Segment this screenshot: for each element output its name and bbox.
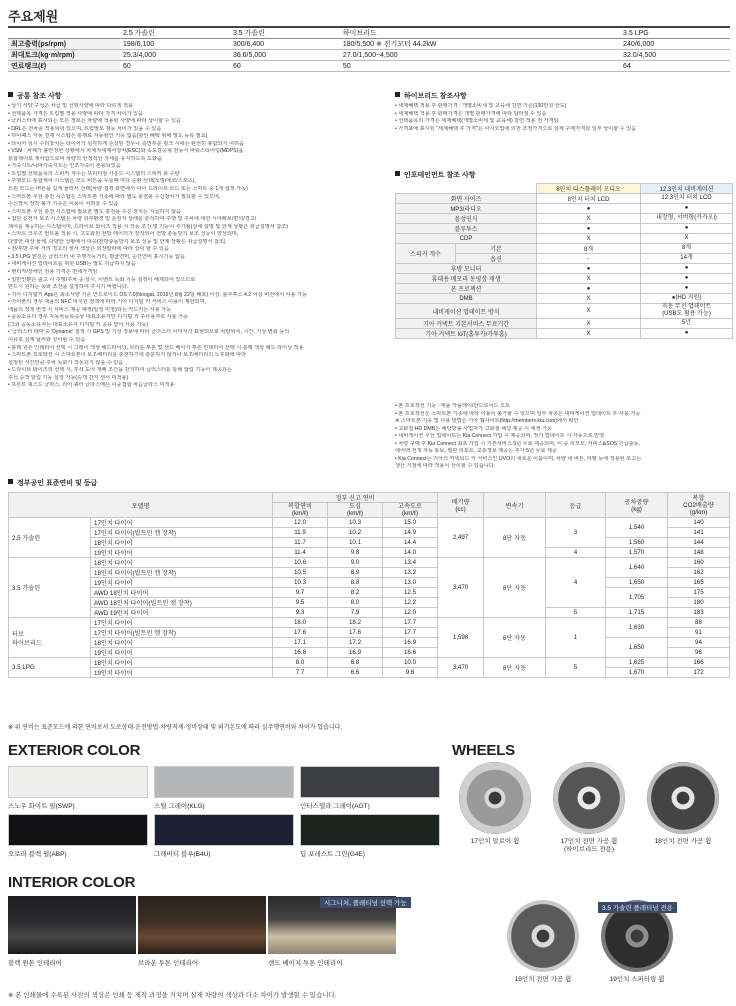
fuel-co2: 96 [668, 648, 730, 658]
fuel-trans: 8단 자동 [484, 558, 546, 618]
fuel-city: 8.0 [328, 598, 383, 608]
fuel-grade: 4 [546, 558, 606, 608]
wheel-image [507, 900, 579, 972]
fuel-highway: 14.9 [383, 528, 438, 538]
infotainment-row-label: 내비게이션 업데이트 방식 [396, 304, 537, 319]
infotainment-cell: 8개 [537, 244, 641, 254]
infotainment-sub-label: 기본 [456, 244, 537, 254]
infotainment-cell: 내장형, 서버형(카카오i) [641, 214, 733, 224]
infotainment-cell: X [537, 319, 641, 329]
fuel-weight: 1,705 [606, 588, 668, 608]
note-line: • 주행모드 통합제어 시스템은 모드 버튼을 누를때 마다 순환 선택(노멀/에코/스포츠), [8, 178, 196, 185]
fuel-city: 10.1 [328, 538, 383, 548]
note-line: (그외 공동소유자는 대표소유자 디지털 키 공유 받아 사용 가능) [8, 321, 149, 328]
fuel-weight: 1,650 [606, 578, 668, 588]
fuel-combined: 12.0 [273, 518, 328, 528]
note-line: • 선택품목 가격은 트림별 적용 사양에 따라 가격 차이가 있음 [8, 110, 144, 117]
fuel-model-name: 터보 하이브리드 [9, 618, 91, 658]
color-name: 스노우 화이트 펄(SWP) [8, 803, 75, 810]
infotainment-cell: X [537, 329, 641, 339]
fuel-highway: 13.0 [383, 578, 438, 588]
fuel-tire: 18인치 타이어 [91, 638, 273, 648]
fuel-tire: AWD 19인치 타이어 [91, 608, 273, 618]
fuel-tire: 18인치 타이어 [91, 558, 273, 568]
note-line: • 일반인뿐은 출고 시 주행/주차 중 상시, 이벤트 녹화 기능 설정이 해제되어 있으므로 [8, 276, 196, 283]
infotainment-cell: ● [641, 224, 733, 234]
spec-header-empty [8, 27, 120, 39]
fuel-combined: 17.6 [273, 628, 328, 638]
hybrid-notes-title: 하이브리드 참조사항 [395, 91, 467, 101]
infotainment-row-label: 휴대용 메모리 동영상 재생 [396, 274, 537, 284]
wheel-name: 17인치 알로이 휠 [470, 838, 520, 845]
color-name: 스틸 그레이(KLG) [154, 803, 205, 810]
note-line: • 프론트 픽스드 글라스, 리어 쿼터 글라스에는 이중접합 차음글라스 미적용 [8, 382, 175, 389]
fuel-city: 9.8 [328, 548, 383, 558]
fuel-highway: 14.0 [383, 548, 438, 558]
fuel-highway: 12.0 [383, 608, 438, 618]
infotainment-cell: ● [537, 264, 641, 274]
fuel-tire: AWD 18인치 타이어(빌트인 캠 장착) [91, 598, 273, 608]
fuel-header-trans: 변속기 [484, 493, 546, 518]
note-line: • 상기 사양 구성은 차급 및 선택사양에 따라 다르게 적용 [8, 103, 134, 109]
common-notes-title: 공통 참조 사항 [8, 91, 61, 101]
fuel-weight: 1,560 [606, 538, 668, 548]
fuel-tire: 19인치 타이어 [91, 548, 273, 558]
fuel-co2: 160 [668, 558, 730, 568]
fuel-co2: 162 [668, 568, 730, 578]
fuel-combined: 11.9 [273, 528, 328, 538]
fuel-highway: 15.0 [383, 518, 438, 528]
infotainment-cell: 8개 [641, 244, 733, 254]
fuel-header-weight: 공차중량 (kg) [606, 493, 668, 518]
note-line: • 폰 프로젝션 기능 : 애플 카플레이/안드로이드 오토 [395, 403, 511, 409]
note-line: 반드시 원하는 녹화 조건을 설정하여 주시기 바랍니다. [8, 284, 129, 291]
fuel-tire: 18인치 타이어(빌트인 캠 장착) [91, 568, 273, 578]
fuel-header-city: 도심 (km/ℓ) [328, 503, 383, 518]
note-line: • 가격표에 표시된 "세제혜택 후 가격"은 사시오업에 의한 조정가격으로 실제 구매가격과 일부 상이할 수 있음 [395, 125, 637, 132]
note-line: 통합제어로 제어함으로써 차량의 안정적인 자세를 유지하도록 도와줌 [8, 155, 162, 162]
note-line: • 공동소유의 경우 자동차등록증상 대표소유자만 디지털 키 주사용자로 사용 가능 [8, 314, 189, 321]
infotainment-cell: - [537, 254, 641, 264]
interior-name: 브라운 투톤 인테리어 [138, 960, 199, 967]
fuel-grade: 1 [546, 618, 606, 658]
spec-cell: 64 [620, 61, 730, 72]
fuel-highway: 13.2 [383, 568, 438, 578]
fuel-header-highway: 고속도로 (km/ℓ) [383, 503, 438, 518]
wheel-image [647, 762, 719, 834]
fuel-city: 6.8 [328, 658, 383, 668]
note-line: • 블랙 원톤 인테리어 선택 시 그레이 색상 헤드라이닝, 브라운 투톤 및 샌드 베이지 투톤 인테리어 선택 시 블랙 색상 헤드 라이닝 적용 [8, 344, 304, 351]
wheel-name: 19인치 전면 가공 휠 [514, 976, 572, 983]
note-line: • Kia Connect는 기아의 커넥티드 카 서비스인 UVO의 새로운 이름이며, 차량 내 버튼, 라벨 등에 적용된 로고는 [395, 455, 642, 462]
note-line: • 가죽시트/나파가죽시트는 인조가죽이 혼용되었음 [8, 163, 121, 170]
note-line: • VSM : 차체가 불안정한 상황에서 차체자세제어장치(ESC)와 속도감응형 전동식 파워스티어링(MDPS)을 [8, 148, 244, 155]
interior-name: 샌드 베이지 투톤 인테리어 [268, 960, 343, 967]
fuel-tire: 18인치 타이어 [91, 538, 273, 548]
color-name: 오로라 블랙 펄(ABP) [8, 851, 67, 858]
fuel-title: 정부공인 표준연비 및 등급 [8, 478, 97, 488]
fuel-header-group: 정부 신고 연비 [273, 493, 438, 503]
spec-cell: 32.0/4,500 [620, 50, 730, 61]
infotainment-cell: X [537, 274, 641, 284]
fuel-cc: 1,598 [438, 618, 484, 658]
infotainment-cell: X [641, 234, 733, 244]
color-swatch[interactable] [154, 814, 294, 846]
fuel-trans: 8단 자동 [484, 658, 546, 678]
note-line: • 전/후방 주차 거리 경고의 센서 색상은 외장칼라에 따라 상이 할 수 있음 [8, 246, 169, 253]
fuel-tire: 17인치 타이어(빌트인 캠 장착) [91, 528, 273, 538]
note-line: • 내비게이션 업데이트를 위한 USB는 별도 지급하지 않음 [8, 261, 136, 268]
spec-cell: 25.3/4,000 [120, 50, 230, 61]
note-line: • 고화질 HD DMB는 해당방송 사업자가 고화질 채널 제공 시 재생 가능 [395, 425, 552, 432]
fuel-co2: 94 [668, 638, 730, 648]
color-swatch[interactable] [8, 766, 148, 798]
fuel-combined: 11.4 [273, 548, 328, 558]
note-line: 제어를 제공하는 시스템이며, 드라이브 와이즈 적용 시 작동 조건 및 기능이 추가될(상세 설명 및 한계 상황은 취급설명서 참조) [8, 223, 288, 230]
infotainment-cell: ● [537, 224, 641, 234]
spec-cell: 240/6,000 [620, 39, 730, 50]
color-swatch[interactable] [154, 766, 294, 798]
infotainment-cell: X [537, 214, 641, 224]
note-line: • 첨단 운전자 보조 시스템은 차량 외부환경 및 운전자 상태를 분석하여 주행 및 주차에 대한 시야확보/편의/경고/ [8, 216, 257, 223]
fuel-weight: 1,640 [606, 558, 668, 578]
note-line: 생산 시점에 따라 적용이 상이할 수 있습니다. [395, 463, 496, 470]
spec-header: 2.5 가솔린 [120, 27, 230, 39]
note-line: 트윈 모드는 버튼을 길게 눌러서 선택(차량 설정 화면에서 아이 드라이브 모드 또는 스마트 중 1개 설정 가능) [8, 186, 248, 193]
spec-cell: 50 [340, 61, 620, 72]
note-line: 애플의 정책 변경 시 서비스 제공 예정(일정 미정)되는 카드키는 사용 가능 [8, 306, 172, 313]
note-line: • 차량 구매 후 Kia Connect 최초 가입 시 기본서비스 5년 무료 제공되며, 이 중 리모트, 서비스&SOS 긴급출동, [395, 440, 641, 447]
infotainment-cell: ● [641, 264, 733, 274]
fuel-cc: 3,470 [438, 558, 484, 618]
infotainment-cell: 5년 [641, 319, 733, 329]
fuel-model-name: 3.5 가솔린 [9, 558, 91, 618]
fuel-co2: 91 [668, 628, 730, 638]
fuel-co2: 144 [668, 538, 730, 548]
infotainment-cell: 자동 무선 업데이트 (USB도 활용 가능) [641, 304, 733, 319]
fuel-combined: 10.3 [273, 578, 328, 588]
interior-title: INTERIOR COLOR [8, 874, 136, 891]
fuel-highway: 13.4 [383, 558, 438, 568]
fuel-combined: 9.5 [273, 598, 328, 608]
fuel-trans: 6단 자동 [484, 618, 546, 658]
infotainment-row-label: 스피커 개수 [396, 244, 456, 264]
note-line: 에어백 전개 자동 통보, 필관 리포트, 교통정보 제공는 추가 5년 무료 제공 [395, 448, 557, 455]
fuel-grade: 3 [546, 518, 606, 548]
fuel-city: 10.3 [328, 518, 383, 528]
infotainment-row-label: 화면 사이즈 [396, 194, 537, 204]
fuel-table [8, 492, 730, 678]
fuel-city: 18.2 [328, 618, 383, 628]
spec-table [8, 26, 730, 72]
note-line: • 글러스터에 표시되는 모든 정보는 차량에 적용된 사양에 따라 상이할 수 있음 [8, 118, 182, 125]
fuel-combined: 9.3 [273, 608, 328, 618]
note-line: • 트림별 선택품목의 스피커 개수는 프리미엄 사운드 시스템의 스피커 총 수량 [8, 170, 180, 177]
fuel-weight: 1,670 [606, 668, 668, 678]
note-line: ※ 스마트폰 기종 및 사용 방법은 기아 웹사이트(http://members.kia.com)에서 확인 [395, 418, 579, 425]
color-swatch[interactable] [300, 766, 440, 798]
fuel-highway: 17.7 [383, 628, 438, 638]
fuel-tire: 18인치 타이어 [91, 658, 273, 668]
common-notes [8, 103, 388, 390]
infotainment-cell: 12.3인치 터치 LCD [641, 194, 733, 204]
infotainment-cell: X [537, 234, 641, 244]
fuel-tire: 19인치 타이어 [91, 578, 273, 588]
fuel-highway: 14.4 [383, 538, 438, 548]
fuel-highway: 17.7 [383, 618, 438, 628]
fuel-grade: 5 [546, 608, 606, 618]
fuel-combined: 11.7 [273, 538, 328, 548]
fuel-model-name: 2.5 가솔린 [9, 518, 91, 558]
wheels-title: WHEELS [452, 742, 515, 759]
note-line: • 스마트 크루즈 컨트롤 적용 시, 고도화된 전방 레이더가 장착되어 전방 충돌방지 보조 성능이 향상되며, [8, 231, 239, 238]
fuel-highway: 10.0 [383, 658, 438, 668]
infotainment-header-empty [396, 184, 537, 194]
note-line: • 아이폰의 경우 애플의 NFC 미지원 정책에 따라 기아 디지털 키 서비스 이용이 제한되며, [8, 299, 207, 306]
infotainment-cell: ● [641, 274, 733, 284]
fuel-header-combined: 복합연비 (km/ℓ) [273, 503, 328, 518]
fuel-co2: 183 [668, 608, 730, 618]
hybrid-notes [395, 103, 733, 133]
spec-cell: 60 [230, 61, 340, 72]
color-name: 인터스텔라 그레이(AGT) [300, 803, 370, 810]
fuel-city: 6.6 [328, 668, 383, 678]
fuel-cc: 3,470 [438, 658, 484, 678]
note-line: • 타이어 임시 수리장치는 타이어가 심각하게 손상된 경우나 측면부분 펑크 시에는 완전히 봉합되기 어려움 [8, 140, 245, 147]
color-name: 그래비티 블루(B4U) [154, 851, 211, 858]
infotainment-cell: X [537, 304, 641, 319]
fuel-co2: 165 [668, 578, 730, 588]
note-line: • 선택품목의 가격은 세제혜택(개별소비세 및 교육세) 감면 적용 전 가격임 [395, 118, 559, 125]
spec-cell: 36.6/5,000 [230, 50, 340, 61]
infotainment-cell: ● [537, 284, 641, 294]
fuel-weight: 1,650 [606, 638, 668, 658]
interior-name: 블랙 원톤 인테리어 [8, 960, 62, 967]
fuel-combined: 17.1 [273, 638, 328, 648]
wheel-name: 18인치 전면 가공 휠 [654, 838, 712, 845]
fuel-city: 17.6 [328, 628, 383, 638]
note-line: • 스마트폰 무선 충전 시스템에 필요한 별도 충전용 수신 장치는 지급하지 않음 [8, 208, 182, 215]
infotainment-cell: ● [537, 204, 641, 214]
note-line: • 세제혜택 적용 후 판매가격은 개별 판매가격에 따라 달라질 수 있음 [395, 110, 547, 117]
fuel-combined: 16.8 [273, 648, 328, 658]
infotainment-row-label: 폰 프로젝션 [396, 284, 537, 294]
footer-note: ※ 본 인쇄물에 수록된 사진의 색상은 인쇄 등 제작 과정을 거치며 실제 차량의 색상과 다소 차이가 발생할 수 있습니다. [8, 992, 337, 999]
fuel-combined: 8.0 [273, 658, 328, 668]
spec-header: 3.5 LPG [620, 27, 730, 39]
infotainment-header: 8인치 디스플레이 오디오 [537, 184, 641, 194]
infotainment-row-label: 기아 커넥트 IoT(홈투카/카투홈) [396, 329, 537, 339]
infotainment-notes [395, 403, 733, 471]
color-swatch[interactable] [300, 814, 440, 846]
fuel-grade: 4 [546, 548, 606, 558]
fuel-tire: AWD 18인치 타이어 [91, 588, 273, 598]
fuel-header-grade: 등급 [546, 493, 606, 518]
fuel-city: 10.2 [328, 528, 383, 538]
fuel-combined: 10.6 [273, 558, 328, 568]
fuel-tire: 17인치 타이어 [91, 518, 273, 528]
note-line: • 세제혜택 적용 후 판매가격 : 개별소비세 및 교육세 감면 기준(130만원 한도) [395, 103, 567, 109]
infotainment-sub-label: 옵션 [456, 254, 537, 264]
note-line: 수신장치 장착 불가 기종은 이용이 어려울 수 있음 [8, 201, 119, 208]
spec-cell: 27.0/1,500~4,500 [340, 50, 620, 61]
wheel-image [553, 762, 625, 834]
fuel-weight: 1,715 [606, 608, 668, 618]
fuel-weight: 1,625 [606, 658, 668, 668]
fuel-tire: 19인치 타이어 [91, 648, 273, 658]
note-line: • 기아 디지털키 App은 최소사양 기준 안드로이드 OS 7.0(Nougat, 2016년 8월 22일 배포) 이상, 블루투스 4.2 이상 버전에서 사용 가능 [8, 291, 308, 298]
fuel-trans: 8단 자동 [484, 518, 546, 558]
fuel-weight: 1,630 [606, 618, 668, 638]
interior-badge: 시그니처, 플래티넘 선택 가능 [320, 897, 411, 908]
note-line: • 하이패스 자동 결제 시스템은 통행료 자동할인 기능 없음(할인 혜택 위해 별도 등록 필요) [8, 133, 208, 140]
fuel-co2: 140 [668, 518, 730, 528]
wheel-name: 17인치 전면 가공 휠 (하이브리드 전용) [560, 838, 618, 853]
fuel-co2: 148 [668, 548, 730, 558]
fuel-tire: 17인치 타이어(빌트인 캠 장착) [91, 628, 273, 638]
spec-cell: 300/6,400 [230, 39, 340, 50]
wheel-image [459, 762, 531, 834]
fuel-weight: 1,570 [606, 548, 668, 558]
spec-cell: 198/6,100 [120, 39, 230, 50]
fuel-grade: 5 [546, 658, 606, 678]
fuel-header-cc: 배기량 (cc) [438, 493, 484, 518]
note-line: • 스마트폰 프로텍션 시 스마트폰이 보조배터리를 충전하기에 충분하지 않거나 보조배터리의 노후화에 따라 [8, 352, 247, 359]
fuel-co2: 88 [668, 618, 730, 628]
interior-image [138, 896, 266, 954]
fuel-note: ※ 위 연비는 표준모드에 의한 연비로서 도로상태·운전방법·차량적재·정비상태 및 외기온도에 따라 실주행연비와 차이가 있습니다. [8, 725, 343, 731]
note-line: • 3.5 LPG 엔진은 글러스터 내 주행가능거리, 평균연비, 순간연비 표시기능 없음 [8, 253, 186, 260]
fuel-header-model: 모델명 [9, 493, 273, 518]
fuel-city: 8.8 [328, 578, 383, 588]
interior-image [8, 896, 136, 954]
fuel-city: 17.2 [328, 638, 383, 648]
infotainment-row-label: 블루투스 [396, 224, 537, 234]
infotainment-cell: ● [641, 204, 733, 214]
infotainment-row-label: 기아 커넥트 기본서비스 무료기간 [396, 319, 537, 329]
fuel-cc: 2,497 [438, 518, 484, 558]
spec-cell: 60 [120, 61, 230, 72]
page-title: 주요제원 [8, 9, 59, 24]
infotainment-table [395, 183, 733, 339]
note-line: • 렌터카/장애인 전용 가격은 면세가격임 [8, 269, 98, 276]
spec-row-label: 최대토크(kg·m/rpm) [8, 50, 120, 61]
note-line: • 드라이브 와이즈의 선택 시, 후석 도어 개폐 조건을 감지하여 글러스터를 통해 알림 기능이 제공되는 [8, 367, 232, 374]
fuel-highway: 12.2 [383, 598, 438, 608]
infotainment-cell: ● [641, 329, 733, 339]
spec-row-label: 연료탱크(ℓ) [8, 61, 120, 72]
note-line: 이유로 실제 날씨와 상이할 수 있음 [8, 336, 86, 343]
fuel-city: 8.9 [328, 568, 383, 578]
infotainment-cell: 14개 [641, 254, 733, 264]
spec-header: 하이브리드 [340, 27, 620, 39]
spec-header: 3.5 가솔린 [230, 27, 340, 39]
infotainment-row-label: DMB [396, 294, 537, 304]
fuel-combined: 10.5 [273, 568, 328, 578]
spec-cell: 180/5,500 ※ 전기모터 44.2kW [340, 39, 620, 50]
fuel-combined: 18.0 [273, 618, 328, 628]
infotainment-cell: 8인치 터치 LCD [537, 194, 641, 204]
fuel-city: 8.2 [328, 588, 383, 598]
fuel-weight: 1,540 [606, 518, 668, 538]
infotainment-row-label: MP3/라디오 [396, 204, 537, 214]
fuel-highway: 9.6 [383, 668, 438, 678]
color-swatch[interactable] [8, 814, 148, 846]
fuel-co2: 172 [668, 668, 730, 678]
fuel-co2: 180 [668, 598, 730, 608]
fuel-city: 7.9 [328, 608, 383, 618]
note-line: 설정된 시간만큼 주차 녹화가 작동되지 않을 수 있음 [8, 359, 124, 366]
infotainment-header: 12.3인치 내비게이션 [641, 184, 733, 194]
exterior-title: EXTERIOR COLOR [8, 742, 141, 759]
infotainment-cell: X [537, 294, 641, 304]
color-name: 딥 포레스트 그린(G4E) [300, 851, 365, 858]
fuel-highway: 12.5 [383, 588, 438, 598]
wheel-badge: 3.5 가솔린 플래티넘 전용 [598, 902, 677, 913]
note-line: • 폰 프로젝션은 스마트폰 기종에 따라 이용이 불가할 수 있으며 일부 차종은 내비게이션 업데이트 후 사용 가능 [395, 410, 641, 417]
fuel-tire: 17인치 타이어 [91, 618, 273, 628]
note-line: • 스마트폰 무선 충전 시스템은 스마트폰 기종에 따라 별도 충전용 수신장치가 필요할 수 있으며, [8, 193, 221, 200]
fuel-combined: 9.7 [273, 588, 328, 598]
fuel-city: 16.9 [328, 648, 383, 658]
note-line: • DRL은 전차종 적용되어 있으며, 트림별로 점등 차이가 있을 수 있음 [8, 125, 162, 132]
wheel-name: 19인치 스퍼터링 휠 [609, 976, 665, 983]
infotainment-row-label: 음성인식 [396, 214, 537, 224]
infotainment-cell: ●(HD 지원) [641, 294, 733, 304]
note-line: 후석 승객 알림 기능 설정 가능(승객 감지 센서 미적용) [8, 374, 129, 381]
infotainment-row-label: CDP [396, 234, 537, 244]
fuel-header-co2: 복합 CO2배출량 (g/km) [668, 493, 730, 518]
fuel-highway: 16.6 [383, 648, 438, 658]
fuel-combined: 7.7 [273, 668, 328, 678]
fuel-city: 9.0 [328, 558, 383, 568]
infotainment-title: 인포테인먼트 참조 사항 [395, 170, 476, 180]
fuel-model-name: 3.5 LPG [9, 658, 91, 678]
fuel-highway: 16.9 [383, 638, 438, 648]
fuel-co2: 175 [668, 588, 730, 598]
spec-row-label: 최고출력(ps/rpm) [8, 39, 120, 50]
infotainment-cell: ● [641, 284, 733, 294]
fuel-co2: 141 [668, 528, 730, 538]
fuel-co2: 166 [668, 658, 730, 668]
note-line: • 내비게이션 무선 업데이트는 Kia Connect 가입 시 제공되며, 정기 업데이트 시 자동으로 반영 [395, 433, 605, 440]
fuel-tire: 19인치 타이어 [91, 668, 273, 678]
infotainment-row-label: 후방 모니터 [396, 264, 537, 274]
note-line: 다양한 대상 물체, 다양한 상황에서 대응(전방충돌방지 보조 성능 및 한계 상황은 취급설명서 참조) [8, 238, 226, 245]
note-line: • '글러스터 테마'중 'Dynamic' 설정 시 GPS 및 기상 정보에 따라 글러스터 이미지가 표현되므로 차량위치, 시간, 기상 변화 등의 [8, 329, 290, 336]
